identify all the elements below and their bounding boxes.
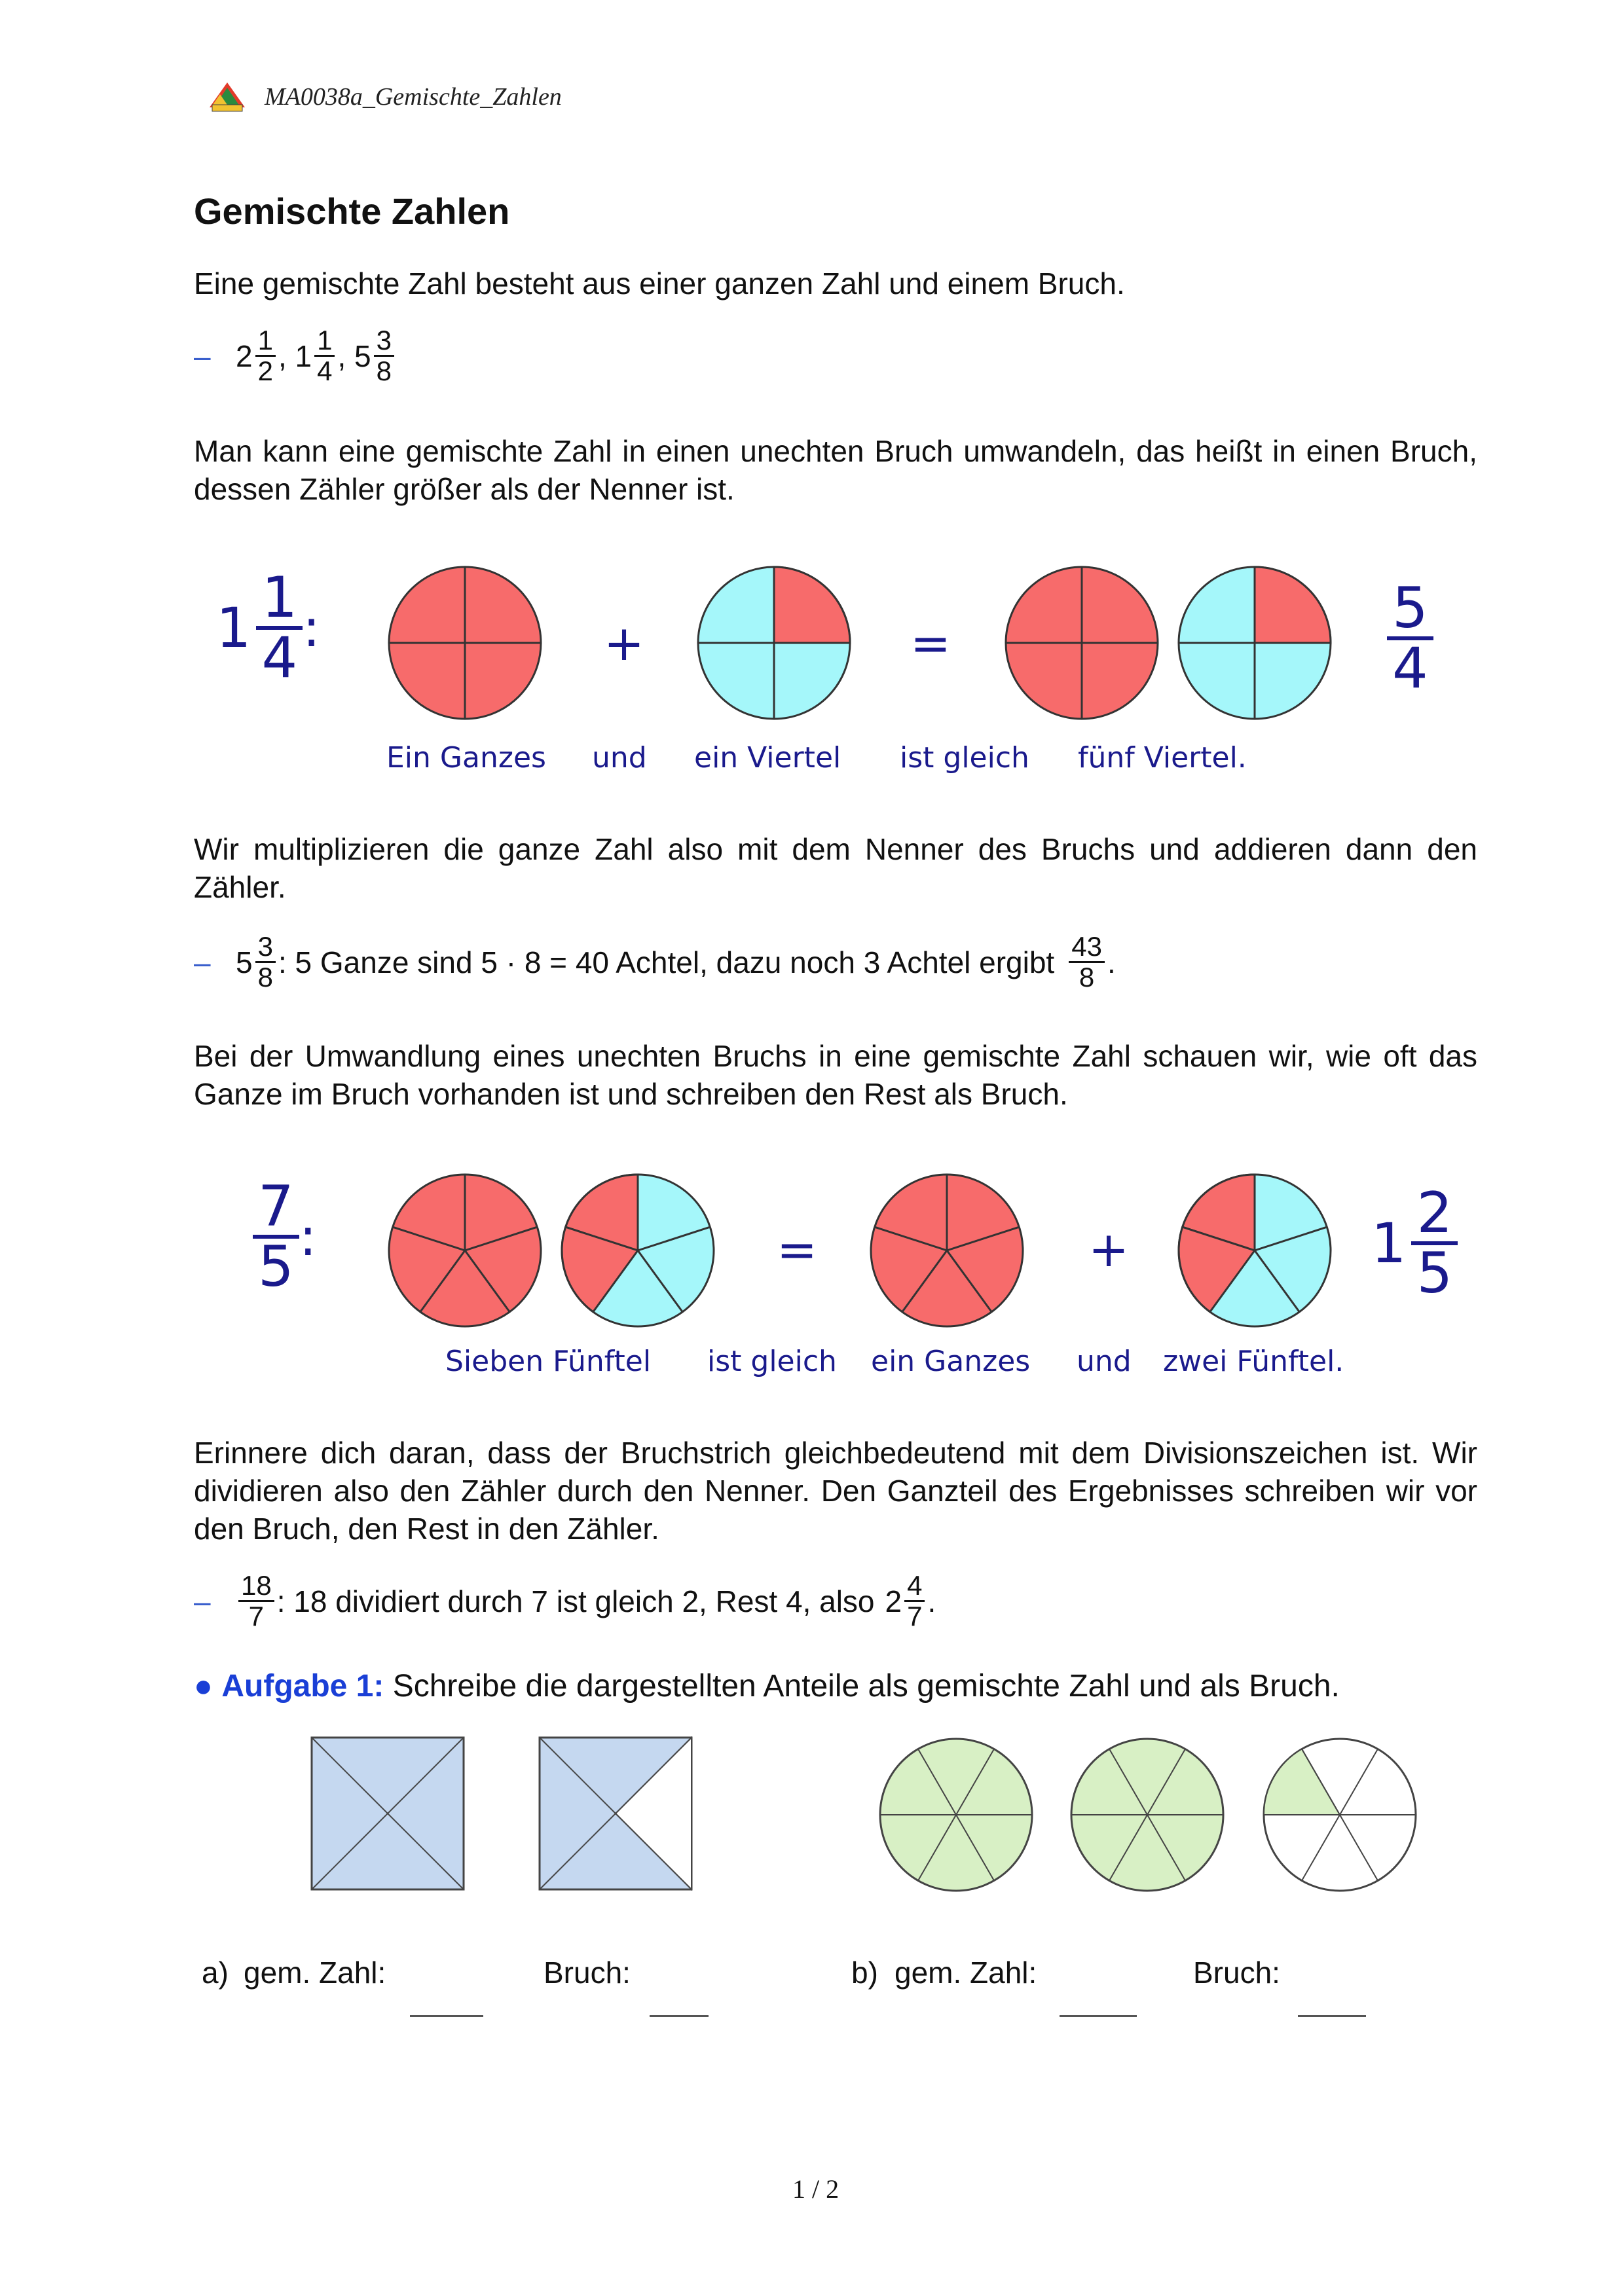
task-text: Schreibe die dargestellten Anteile als gemischte Zahl und als Bruch. bbox=[392, 1669, 1340, 1704]
fig1-result-fraction: $\frac{5}{4}$ bbox=[1387, 580, 1433, 697]
fig2-caption-1: Sieben Fünftel bbox=[445, 1345, 652, 1378]
fig1-result-circle-whole bbox=[1003, 564, 1160, 721]
fig2-circle-full bbox=[386, 1172, 544, 1329]
task-b-circle-one-sixth bbox=[1261, 1736, 1418, 1893]
multiply-text: Wir multiplizieren die ganze Zahl also mit dem Nenner des Bruchs und addieren dann den Zähler. bbox=[194, 832, 1477, 904]
page-title: Gemischte Zahlen bbox=[194, 191, 510, 232]
example-mixed-2: 1 $\frac{1}{4}$ bbox=[295, 326, 338, 386]
list-dash: – bbox=[194, 1584, 211, 1618]
task-b-circle-full-1 bbox=[877, 1736, 1035, 1893]
task-label: Aufgabe 1: bbox=[221, 1669, 384, 1704]
task-heading bbox=[194, 1668, 1340, 1704]
example2-result: $\frac{43}{8}$ bbox=[1069, 932, 1105, 992]
example3-result: 2 $\frac{4}{7}$ bbox=[885, 1571, 928, 1631]
list-dash: – bbox=[194, 945, 211, 979]
fig2-result-mixed: 1 $\frac{2}{5}$ bbox=[1371, 1185, 1458, 1302]
fig1-equals: = bbox=[910, 615, 951, 672]
fig1-caption-3: ein Viertel bbox=[694, 741, 841, 774]
list-dash: – bbox=[194, 338, 211, 373]
convert-text: Bei der Umwandlung eines unechten Bruchs in eine gemischte Zahl schauen wir, wie oft das Ganze im Bruch vorhanden ist und schreiben den Rest als Bruch. bbox=[194, 1039, 1477, 1111]
page-number: 1 / 2 bbox=[792, 2174, 840, 2204]
example2-text: : 5 Ganze sind 5 · 8 = 40 Achtel, dazu noch 3 Achtel ergibt bbox=[278, 945, 1055, 979]
fig2-improper-fraction: $\frac{7}{5}$ : bbox=[253, 1178, 317, 1295]
example3-fraction: $\frac{18}{7}$ bbox=[238, 1571, 274, 1631]
fig1-result-circle-quarter bbox=[1176, 564, 1333, 721]
fig1-circle-whole bbox=[386, 564, 544, 721]
fig1-plus: + bbox=[604, 615, 645, 672]
fig1-caption-2: und bbox=[592, 741, 647, 774]
fig2-equals: = bbox=[777, 1222, 818, 1278]
task-a-fraction-input[interactable] bbox=[650, 2015, 709, 2017]
task-a-mixed-label: gem. Zahl: bbox=[244, 1956, 386, 1990]
task-b-mixed-input[interactable] bbox=[1060, 2015, 1137, 2017]
task-b-circle-full-2 bbox=[1069, 1736, 1226, 1893]
task-b-letter: b) bbox=[851, 1956, 878, 1990]
task-a-mixed-input[interactable] bbox=[410, 2015, 483, 2017]
fig2-caption-2: ist gleich bbox=[707, 1345, 837, 1378]
task-b-mixed-label: gem. Zahl: bbox=[895, 1956, 1037, 1990]
example-mixed-1: 2 $\frac{1}{2}$ bbox=[236, 326, 278, 386]
division-text: Erinnere dich daran, dass der Bruchstrich gleichbedeutend mit dem Divisionszeichen ist. Wir dividieren also den Zähler durch den Nenner. Den Ganzteil des Ergebnisses schreiben wir vor den Bruch, den Rest in den Zähler. bbox=[194, 1436, 1477, 1546]
fig2-result-circle-two-fifths bbox=[1176, 1172, 1333, 1329]
fig1-circle-quarter bbox=[695, 564, 853, 721]
task-bullet: ● bbox=[194, 1669, 213, 1704]
fig2-circle-two-fifths bbox=[559, 1172, 716, 1329]
fig1-caption-1: Ein Ganzes bbox=[386, 741, 546, 774]
fig2-caption-3: ein Ganzes bbox=[871, 1345, 1031, 1378]
task-a-square-full bbox=[310, 1736, 465, 1891]
example2-line: – 5 $\frac{3}{8}$ : 5 Ganze sind 5 · 8 = 40 Achtel, dazu noch 3 Achtel ergibt $\frac{43}{8}$ . bbox=[194, 931, 1116, 993]
task-b-fraction-input[interactable] bbox=[1298, 2015, 1366, 2017]
fig1-mixed-number: 1 $\frac{1}{4}$ : bbox=[216, 565, 321, 691]
improper-fraction-text: Man kann eine gemischte Zahl in einen unechten Bruch umwandeln, das heißt in einen Bruch, dessen Zähler größer als der Nenner ist. bbox=[194, 434, 1477, 506]
fig1-caption-5: fünf Viertel. bbox=[1078, 741, 1247, 774]
fig1-caption-4: ist gleich bbox=[900, 741, 1029, 774]
fig2-caption-5: zwei Fünftel. bbox=[1163, 1345, 1344, 1378]
task-a-square-three-quarters bbox=[538, 1736, 693, 1891]
page-header bbox=[208, 77, 562, 117]
document-id: MA0038a_Gemischte_Zahlen bbox=[265, 83, 562, 111]
example3-text: : 18 dividiert durch 7 ist gleich 2, Rest 4, also bbox=[276, 1584, 875, 1618]
task-a-letter: a) bbox=[202, 1956, 229, 1990]
example3-line: – $\frac{18}{7}$ : 18 dividiert durch 7 ist gleich 2, Rest 4, also 2 $\frac{4}{7}$ . bbox=[194, 1570, 936, 1631]
task-a-fraction-label: Bruch: bbox=[544, 1956, 631, 1990]
fig2-caption-4: und bbox=[1077, 1345, 1132, 1378]
fig2-plus: + bbox=[1088, 1222, 1130, 1278]
examples-line: – 2 $\frac{1}{2}$ , 1 $\frac{1}{4}$ , 5 $\frac{3}{8}$ bbox=[194, 326, 397, 386]
schoolhouse-logo-icon bbox=[208, 81, 246, 113]
example-mixed-3: 5 $\frac{3}{8}$ bbox=[354, 326, 397, 386]
intro-text: Eine gemischte Zahl besteht aus einer ganzen Zahl und einem Bruch. bbox=[194, 266, 1125, 301]
example2-mixed: 5 $\frac{3}{8}$ bbox=[236, 932, 278, 992]
task-b-fraction-label: Bruch: bbox=[1193, 1956, 1280, 1990]
fig2-result-circle-full bbox=[868, 1172, 1025, 1329]
